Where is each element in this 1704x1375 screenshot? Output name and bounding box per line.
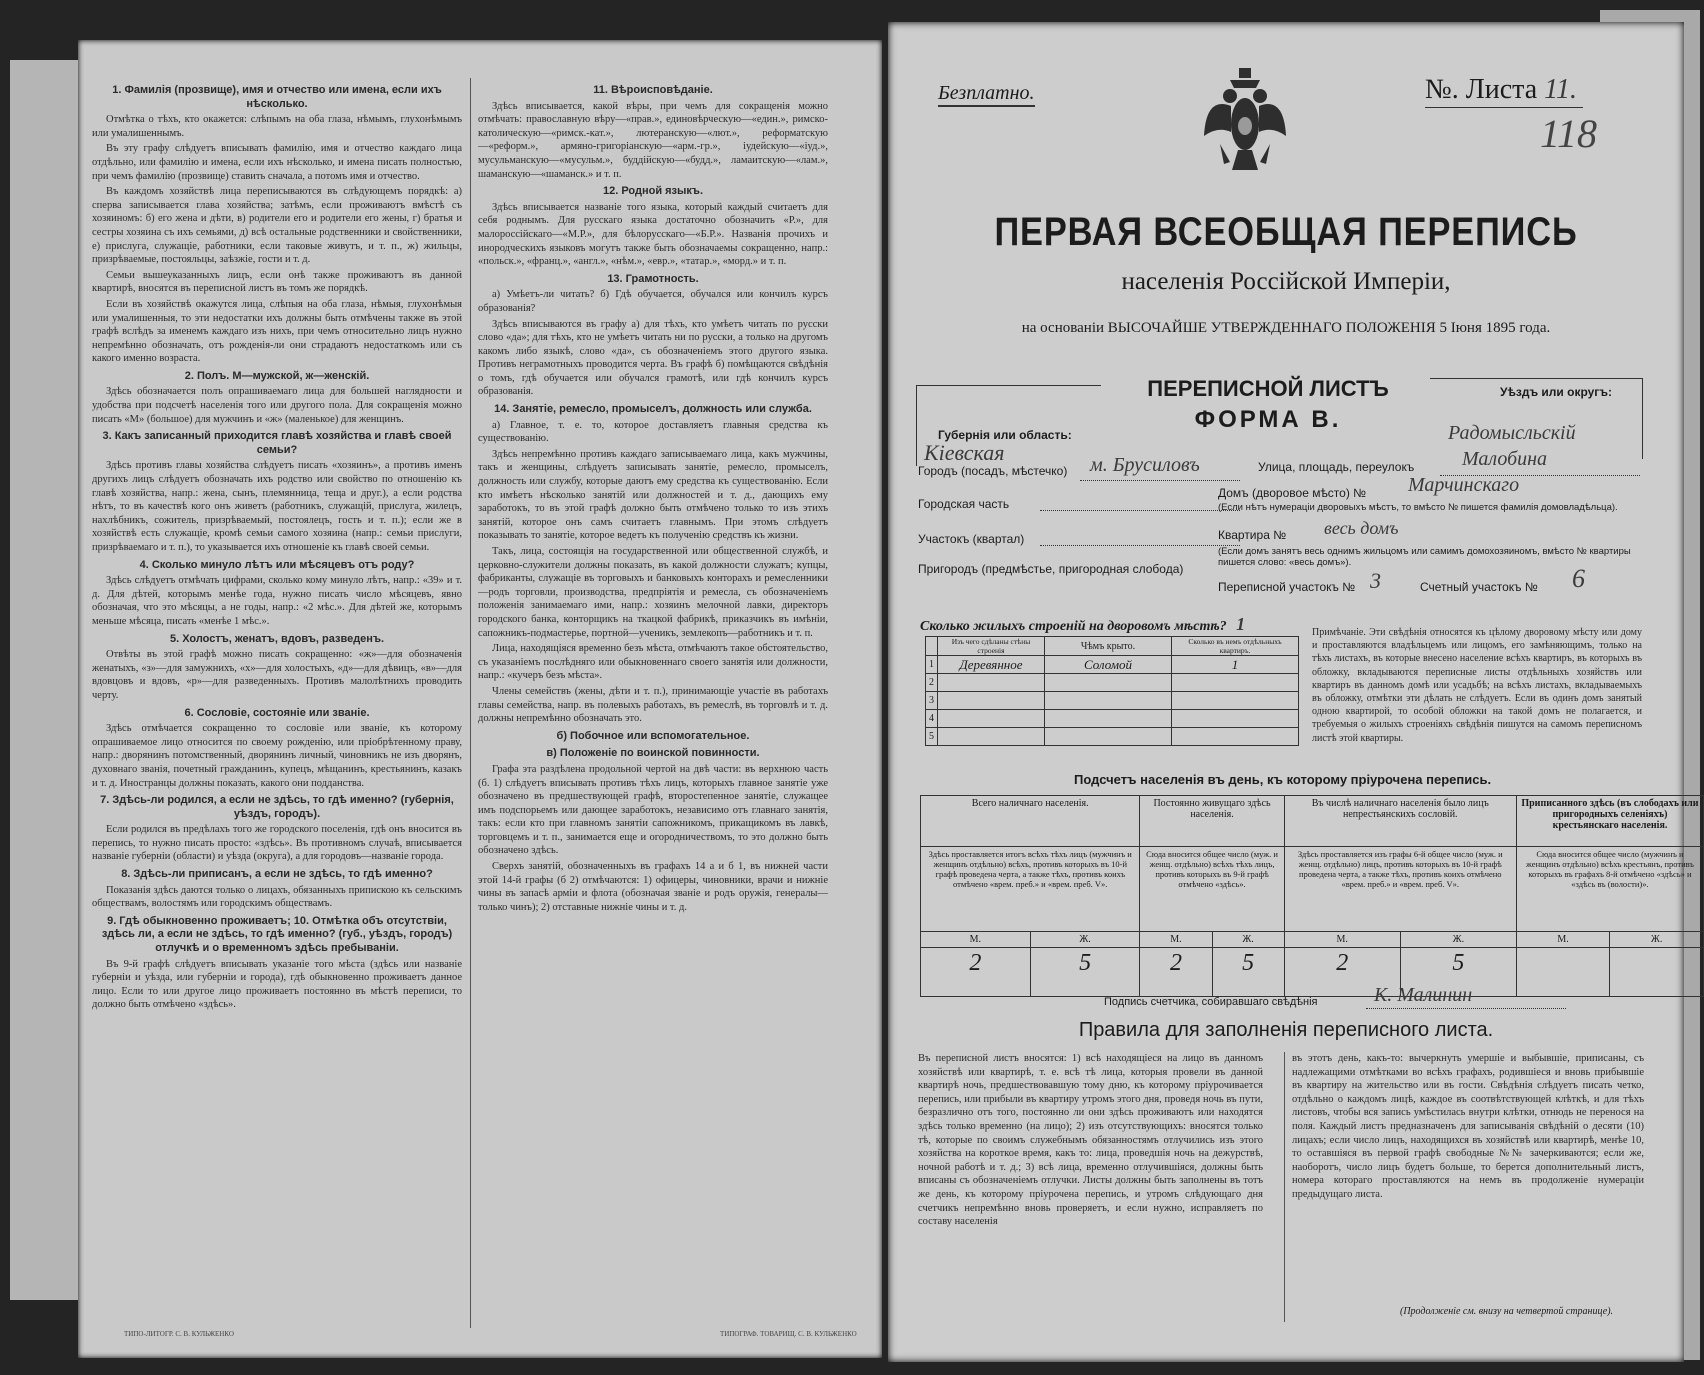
district-label: Участокъ (квартал) (918, 532, 1025, 546)
bld-header-apts: Сколько въ немъ отдѣльныхъ квартиръ. (1172, 637, 1299, 656)
house-value: Марчинскаго (1408, 474, 1520, 496)
pop-m-label: М. (1516, 932, 1609, 948)
instruction-paragraph: Отмѣтка о тѣхъ, кто окажется: слѣпымъ на оба глаза, нѣмымъ, глухонѣмымъ или умалишеннымъ. (92, 114, 462, 139)
instruction-heading: 2. Полъ. М—мужской, ж—женскій. (184, 369, 370, 382)
instruction-paragraph: Здѣсь вписывается названіе того языка, который каждый считаетъ для себя роднымъ. Для русскаго языка достаточно обозначить «Р.», для малороссійскаго—«М.Р.», для бѣлорусскаго—«Б.Р.». Названія прочихъ и инородческихъ языковъ могутъ также быть обозначаемы сокращенно, напр.: «польск.», «франц.», «англ.», «нѣм.», «евр.», «татар.», «морд.» и т. п. (478, 201, 828, 268)
census-basis: на основаніи ВЫСОЧАЙШЕ УТВЕРЖДЕННАГО ПОЛОЖЕНІЯ 5 Іюня 1895 года. (1021, 320, 1551, 336)
column-divider (470, 78, 471, 1328)
census-subtitle: населенія Россійской Имперіи, (1121, 268, 1451, 295)
instruction-paragraph: Здѣсь отмѣчается сокращенно то сословіе или званіе, къ которому опрашиваемое лицо относится по своему рожденію, или пріобрѣтенному праву, напр.: дворянинъ потомственный, дворянинъ личный, чиновникъ не изъ дворянъ, духовнаго званія, почетный гражданинъ, купецъ, мѣщанинъ, крестьянинъ, казакъ и т. д. Иностранцы должны показать, какого они подданства. (92, 723, 462, 789)
rules-column-2: въ этотъ день, какъ-то: вычеркнуть умершіе и выбывшіе, приписаны, съ надлежащими отмѣтками во всѣхъ графахъ, родившіеся и вновь прибывшіе въ квартиру на жительство или въ гости. Свѣдѣнія слѣдуетъ писать четко, отдѣльно о каждомъ лицѣ, каждое въ соотвѣтствующей клѣткѣ, и для тѣхъ листовъ, чтобы вся запись умѣстилась внутри клѣтки, отнюдь не перенося на поля. Каждый листъ предназначенъ для записыванія свѣдѣній о десяти (10) лицахъ; если число лицъ, находящихся въ хозяйствѣ или квартирѣ, менѣе 10, то оставшіяся въ первой графѣ свободные №№ зачеркиваются; если же, наоборотъ, число лицъ будетъ больше, то берется дополнительный листъ, номера котораго проставляются на немъ въ продолженіе нумераціи предыдущаго листа. (1292, 1053, 1644, 1200)
sheet-number (1425, 74, 1577, 106)
bld-cell-n: 1 (926, 656, 938, 674)
census-area-value: 3 (1370, 568, 1381, 593)
instruction-heading: 7. Здѣсь-ли родился, а если не здѣсь, то гдѣ именно? (губернія, уѣздъ, городъ). (100, 794, 454, 820)
census-area-label: Переписной участокъ № (1218, 580, 1356, 594)
rules-column-1: Въ переписной листъ вносятся: 1) всѣ находящіеся на лицо въ данномъ хозяйствѣ или квартирѣ, т. е. всѣ тѣ лица, которыя провели въ данной квартирѣ ночь, предшествовавшую тому дню, къ которому пріурочивается перепись, или прибыли въ квартиру утромъ этого дня, проведя ночь въ пути, безразлично отъ того, постоянно ли они здѣсь проживаютъ или находятся здѣсь только временно (на лицо); 2) изъ отсутствующихъ: вносятся только тѣ, которые по своимъ служебнымъ обязанностямъ отлучились изъ этого хозяйства на короткое время, какъ то: лица, проведшія ночь на дежурствѣ, ночной работѣ и т. д.; 3) всѣ лица, временно отлучившіяся, должны быть вписаны съ обозначеніемъ отлучки. Листы должны быть заполнены въ тотъ же день, къ которому пріурочена перепись, и утромъ слѣдующаго дня счетчикъ непремѣнно вновь проверяетъ, и если нужно, исправляетъ по составу населенія (918, 1053, 1263, 1228)
pop-value-peasant-m (1516, 948, 1609, 997)
city-part-line (1040, 510, 1240, 511)
instruction-heading: 4. Сколько минуло лѣтъ или мѣсяцевъ отъ роду? (139, 558, 415, 571)
buildings-question (920, 614, 1245, 635)
pop-value-permanent-m: 2 (1140, 948, 1212, 997)
sheet-number-label: №. Листа (1425, 74, 1538, 105)
suburb-label: Пригородъ (предмѣстье, пригородная слобода) (918, 562, 1184, 576)
pop-note-total: Здѣсь проставляется итогъ всѣхъ тѣхъ лицъ (мужчинъ и женщинъ отдѣльно) всѣхъ, противъ которыхъ въ 10-й графѣ проведена черта, а также тѣхъ, противъ коихъ отмѣчено «врем. преб.» и «врем. преб. V». (921, 847, 1140, 932)
guberniya-value: Кіевская (924, 440, 1005, 465)
instruction-paragraph: Здѣсь вписываются въ графу а) для тѣхъ, кто умѣетъ читать по русски слово «да»; для тѣхъ, кто не умѣетъ читать ни по русски, а только на другомъ какомъ либо языкѣ, слово «да», съ обозначеніемъ этого другого языка. Противъ неграмотныхъ проводится черта. Въ графѣ б) помѣщаются свѣдѣнія о томъ, гдѣ обучается или обучался грамотѣ, или гдѣ кончилъ курсъ образованія. (478, 318, 828, 398)
buildings-question-value: 1 (1236, 614, 1246, 634)
instruction-paragraph: Здѣсь противъ главы хозяйства слѣдуетъ писать «хозяинъ», а противъ именъ другихъ лицъ слѣдуетъ обозначать ихъ родство или свойство по отношенію къ главѣ хозяйства, напр.: жена, сынъ, племянница, теща и друг.), а если родства нѣтъ, то въ качествѣ кого онъ живетъ (работникъ, служащій, прислуга, жилецъ, нахлѣбникъ, сожитель, призрѣваемый, постоялецъ, гость и т. п.); если же в хозяйствѣ есть служащіе, кромѣ семьи самого хозяина (напр.: семьи прислуги, призрѣваемаго и т. п.), то указывается ихъ отношеніе къ главѣ своей семьи. (92, 460, 462, 553)
bld-cell-n: 2 (926, 674, 938, 692)
instruction-heading: 5. Холостъ, женатъ, вдовъ, разведенъ. (169, 632, 385, 645)
instruction-heading: 6. Сословіе, состояніе или званіе. (184, 706, 370, 719)
pop-m-label: М. (1284, 932, 1400, 948)
bld-cell-roof (1045, 728, 1172, 746)
pop-header-nonpeasant: Въ числѣ наличнаго населенія было лицъ непрестьянскихъ сословій. (1284, 796, 1516, 847)
bld-header-walls: Изъ чего сдѣланы стѣны строенія (938, 637, 1045, 656)
rules-divider (1284, 1052, 1285, 1322)
pop-value-permanent-f: 5 (1212, 948, 1284, 997)
bld-cell-apts (1172, 728, 1299, 746)
pop-f-label: Ж. (1400, 932, 1516, 948)
count-area-label: Счетный участокъ № (1420, 580, 1538, 594)
bld-cell-n: 5 (926, 728, 938, 746)
buildings-question-text: Сколько жилыхъ строеній на дворовомъ мѣстѣ? (920, 619, 1227, 634)
bld-cell-apts: 1 (1172, 656, 1299, 674)
street-value: Малобина (1462, 448, 1548, 470)
instruction-heading: 14. Занятіе, ремесло, промыселъ, должность или служба. (494, 403, 812, 416)
population-count-title: Подсчетъ населенія въ день, къ которому пріурочена перепись. (1074, 772, 1492, 787)
pop-m-label: М. (1140, 932, 1212, 948)
handwritten-page-number: 118 (1540, 111, 1598, 156)
pop-f-label: Ж. (1212, 932, 1284, 948)
rules-footer: (Продолженіе см. внизу на четвертой странице). (1400, 1306, 1614, 1317)
instruction-paragraph: Семьи вышеуказанныхъ лицъ, если онѣ также проживаютъ въ данной квартирѣ, вносятся въ переписной листъ въ томъ же порядкѣ. (92, 269, 462, 295)
instruction-paragraph: Здѣсь обозначается полъ опрашиваемаго лица для большей наглядности и удобства при подсчетѣ населенія того или другого пола. Для сокращенія можно писать «М» (большое) для мужчинъ и «ж» (маленькое) для женщинъ. (92, 386, 462, 425)
instruction-paragraph: Графа эта раздѣлена продольной чертой на двѣ части: въ верхнюю часть (б. 1) слѣдуетъ вписывать противъ тѣхъ лицъ, которыхъ главное занятіе уже обозначено въ предшествующей графѣ, второстепенное занятіе, служащее имъ подспорьемъ или дающее заработокъ, независимо отъ главнаго занятія, такъ: если кто при главномъ занятіи сапожникомъ, прикащикомъ въ лавкѣ, торговцемъ и т. п., занимается еще и огородничествомъ, то это должно быть обозначено здѣсь. (478, 763, 828, 857)
apartment-note: (Если домъ занятъ весь однимъ жильцомъ или самимъ домохозяиномъ, вмѣсто № квартиры пишется слово: «весь домъ»). (1218, 546, 1631, 568)
signature-value: К. Малинин (1374, 984, 1473, 1006)
instruction-heading: 12. Родной языкъ. (602, 185, 703, 198)
pop-value-total-f: 5 (1030, 948, 1140, 997)
printer-mark-left: ТИПО-ЛИТОГР. С. В. КУЛЬЖЕНКО (124, 1330, 234, 1338)
buildings-table-body (926, 656, 1299, 746)
pop-f-label: Ж. (1610, 932, 1704, 948)
instruction-paragraph: Такъ, лица, состоящія на государственной или общественной службѣ, и церковно-служители должны показать, въ какой должности служатъ; купцы, фабриканты, служащіе въ торговыхъ и банковыхъ конторахъ и ремесленники—родъ торговли, производства, предпріятія и ремесла, съ обозначеніемъ положенія занимаемаго ими, напр.: хозяинъ мелочной лавки, директоръ городского банка, конторщикъ на ткацкой фабрикѣ, приказчикъ въ имѣніи, сапожникъ-подмастерье, портной—ученикъ, землекопъ—работникъ и т. п. (478, 546, 828, 639)
instruction-paragraph: а) Главное, т. е. то, которое доставляетъ главныя средства къ существованію. (478, 419, 828, 445)
bld-row (926, 674, 1299, 692)
instruction-paragraph: Если въ хозяйствѣ окажутся лица, слѣпыя на оба глаза, нѣмыя, глухонѣмыя или умалишенныя, то эти недостатки ихъ должны быть отмѣчены также въ этой графѣ вслѣдъ за именемъ каждаго изъ нихъ, при чемъ относительно лицъ нужно непремѣнно обозначать, отъ рожденія-ли они страдаютъ недостаткомъ или съ какого именно возраста. (92, 298, 462, 365)
bld-cell-roof (1045, 674, 1172, 692)
city-part-label: Городская часть (918, 497, 1010, 511)
bld-cell-roof: Соломой (1045, 656, 1172, 674)
buildings-table (925, 636, 1299, 746)
pop-f-label: Ж. (1030, 932, 1140, 948)
bld-cell-walls (938, 692, 1045, 710)
instruction-heading: 8. Здѣсь-ли приписанъ, а если не здѣсь, то гдѣ именно? (121, 868, 433, 881)
instruction-heading: б) Побочное или вспомогательное. (556, 729, 750, 742)
instruction-heading: 13. Грамотность. (607, 272, 699, 285)
form-title (1118, 376, 1418, 434)
pop-header-permanent: Постоянно живущаго здѣсь населенія. (1140, 796, 1284, 847)
form-title-line1: ПЕРЕПИСНОЙ ЛИСТЪ (1147, 376, 1389, 401)
bld-cell-n: 4 (926, 710, 938, 728)
bld-row (926, 710, 1299, 728)
pop-m-label: М. (921, 932, 1031, 948)
instruction-paragraph: Здѣсь вписывается, какой вѣры, при чемъ для сокращенія можно отмѣчать: православную вѣру—«прав.», единовѣрческую—«един.», римско-католическую—«римск.-кат.», лютеранскую—«лют.», реформатскую—«реформ.», армяно-григоріанскую—«арм.-гр.», іудейскую—«іуд.», мусульманскую—«мусульм.», буддійскую—«будд.», ламаитскую—«лам.», шаманскую—«шаманск.» и т. п. (478, 100, 828, 180)
bld-cell-walls (938, 710, 1045, 728)
left-instructions-column-1 (92, 80, 462, 1320)
uezd-label: Уѣздъ или округъ: (1500, 385, 1613, 399)
apartment-value: весь домъ (1324, 518, 1399, 538)
bld-cell-roof (1045, 710, 1172, 728)
instruction-heading: 9. Гдѣ обыкновенно проживаетъ; 10. Отмѣтка объ отсутствіи, здѣсь ли, а если не здѣсь, то гдѣ именно? (губ., уѣздъ, городъ) отлучкѣ и о временномъ здѣсь пребываніи. (101, 914, 453, 955)
bld-cell-roof (1045, 692, 1172, 710)
instruction-paragraph: Показанія здѣсь даются только о лицахъ, обязанныхъ припискою къ сельскимъ обществамъ, волостямъ или городскимъ обществамъ. (92, 884, 462, 910)
city-label: Городъ (посадъ, мѣстечко) (918, 464, 1068, 478)
pop-value-total-m: 2 (921, 948, 1031, 997)
apartment-label: Квартира № (1218, 528, 1287, 542)
city-value: м. Брусиловъ (1090, 454, 1200, 476)
bld-cell-walls: Деревянное (938, 656, 1045, 674)
pop-value-nonpeasant-f: 5 (1400, 948, 1516, 997)
instruction-heading: 11. Вѣроисповѣданіе. (593, 84, 713, 96)
pop-header-peasant: Приписанного здѣсь (въ слободахъ или пригородныхъ селеніяхъ) крестьянскаго населенія. (1516, 796, 1703, 847)
instruction-paragraph: Члены семействъ (жены, дѣти и т. п.), принимающіе участіе въ работахъ главы семейства, напр. въ полевыхъ работахъ, въ ремеслѣ, въ торговлѣ и т. д. должны непремѣнно обозначать это. (478, 685, 828, 725)
bld-cell-walls (938, 728, 1045, 746)
instruction-heading: в) Положеніе по воинской повинности. (546, 747, 760, 760)
bld-cell-apts (1172, 710, 1299, 728)
sheet-number-handwritten: 11. (1544, 74, 1578, 105)
street-label: Улица, площадь, переулокъ (1258, 460, 1415, 474)
bld-cell-apts (1172, 674, 1299, 692)
bld-row (926, 728, 1299, 746)
instruction-paragraph: Если родился въ предѣлахъ того же городского поселенія, гдѣ онъ вносится въ перепись, то нужно писать просто: «здѣсь». Въ противномъ случаѣ, вписывается названіе губерніи (области) и уѣзда (округа), а для городовъ—названіе города. (92, 824, 462, 863)
printer-mark-right: ТИПОГРАФ. ТОВАРИЩ. С. В. КУЛЬЖЕНКО (720, 1330, 857, 1338)
instruction-heading: 1. Фамилія (прозвище), имя и отчество или имена, если ихъ нѣсколько. (112, 84, 442, 110)
city-line (1080, 480, 1240, 481)
instruction-paragraph: Здѣсь непремѣнно противъ каждаго записываемаго лица, какъ мужчины, такъ и женщины, слѣдуетъ записывать занятіе, ремесло, промыселъ, должность или службу, которые даютъ ему средства къ существованію. Если кто имѣетъ нѣсколько занятій или должностей и т. д., дающихъ ему заработокъ, то въ этой графѣ должно быть отмѣчено только то изъ этихъ занятій, которое онъ самъ считаетъ главнымъ. При этомъ слѣдуетъ показывать то занятіе, которое ведетъ къ полученію средствъ къ жизни. (478, 448, 828, 542)
imperial-eagle-emblem (1200, 66, 1290, 186)
instruction-heading: 3. Какъ записанный приходится главѣ хозяйства и главѣ своей семьи? (102, 430, 452, 456)
guberniya-label: Губернія или область: (938, 428, 1072, 442)
left-instructions-column-2 (478, 80, 828, 1320)
bld-row (926, 692, 1299, 710)
instruction-paragraph: Отвѣты въ этой графѣ можно писать сокращенно: «ж»—для обозначенія женатыхъ, «з»—для замужнихъ, «х»—для холостыхъ, «д»—для дѣвицъ, «в»—для вдовцовъ и вдовъ, «р»—для разведенныхъ. Противъ малолѣтнихъ проводить черту. (92, 649, 462, 701)
bld-row (926, 656, 1299, 674)
instruction-paragraph: а) Умѣетъ-ли читать? б) Гдѣ обучается, обучался или кончилъ курсъ образованія? (478, 289, 828, 314)
signature-line (1366, 1008, 1566, 1009)
district-line (1040, 545, 1240, 546)
pop-value-peasant-f (1610, 948, 1704, 997)
form-title-line2: ФОРМА В. (1194, 406, 1342, 433)
buildings-remark: Примѣчаніе. Эти свѣдѣнія относятся къ цѣлому дворовому мѣсту или дому и проставляются владѣльцемъ или лицомъ, его замѣняющимъ, только на тѣхъ листахъ, въ которые внесено население всѣхъ квартиръ, въ которыхъ въ обложку, вкладываются переписные листы отдѣльныхъ хозяйствъ или квартиръ въ данномъ домѣ или усадьбѣ; на всѣхъ листахъ, вкладываемыхъ въ обложку, отмѣтки эти дѣлать не слѣдуетъ. Если въ одинъ домъ занятый одною квартирой, то особой обложки на такой домъ не полагается, и требуемыя о жилыхъ строеніяхъ свѣдѣнія пишутся на самомъ переписномъ листѣ этой квартиры. (1312, 627, 1642, 744)
instruction-paragraph: Сверхъ занятій, обозначенныхъ въ графахъ 14 а и б 1, въ нижней части этой 14-й графы (б 2) отмѣчаются: 1) офицеры, чиновники, врачи и нижніе чины въ запасѣ арміи и флота (обозначая званіе и родъ оружія, генералы—только чинъ); 2) отставные нижніе чины и т. д. (478, 861, 828, 913)
census-title: ПЕРВАЯ ВСЕОБЩАЯ ПЕРЕПИСЬ (994, 210, 1578, 254)
rules-title: Правила для заполненія переписного листа. (1078, 1019, 1494, 1041)
house-label: Домъ (дворовое мѣсто) № (1218, 486, 1367, 500)
house-note: (Если нѣтъ нумераціи дворовыхъ мѣстъ, то вмѣсто № пишется фамилія домовладѣльца). (1218, 502, 1618, 513)
uezd-value: Радомысльскій (1448, 422, 1576, 444)
instruction-paragraph: Въ 9-й графѣ слѣдуетъ вписывать указаніе того мѣста (здѣсь или названіе губерніи и уѣзда, или губерніи и города), гдѣ обыкновенно проживаетъ данное лицо. Если то или другое лицо проживаетъ постоянно въ мѣстѣ переписи, то должно быть отмѣчено «здѣсь». (92, 958, 462, 1011)
bld-header-roof: Чѣмъ крыто. (1045, 637, 1172, 656)
population-table (920, 795, 1704, 997)
bld-col-number (926, 637, 938, 656)
pop-value-nonpeasant-m: 2 (1284, 948, 1400, 997)
pop-header-total: Всего наличнаго населенія. (921, 796, 1140, 847)
instruction-paragraph: Въ каждомъ хозяйствѣ лица переписываются въ слѣдующемъ порядкѣ: а) сперва записывается глава хозяйства; затѣмъ, если проживаютъ вмѣстѣ съ хозяиномъ: б) его жена и дѣти, в) родители его и родители его жены, г) братья и сестры хозяина съ ихъ семьями, д) всѣ остальные родственники и свойственники, е) прислуга, служащіе, работники, если таковые живутъ, и т. п., ж) жильцы, призрѣваемые, постояльцы, заѣзжіе, гости и т. д. (92, 186, 462, 266)
bld-cell-walls (938, 674, 1045, 692)
instruction-paragraph: Лица, находящіяся временно безъ мѣста, отмѣчаютъ такое обстоятельство, съ указаніемъ послѣдняго или обыкновеннаго своего занятія или должности, напр.: «кучеръ безъ мѣста». (478, 643, 828, 682)
instruction-paragraph: Въ эту графу слѣдуетъ вписывать фамилію, имя и отчество каждаго лица отдѣльно, или фамилію и имена, если ихъ нѣсколько, и имена писать полностью, при чемъ фамилію (прозвище) ставить сначала, а потомъ имя и отчество. (92, 143, 462, 182)
pop-note-permanent: Сюда вносится общее число (муж. и женщ. отдѣльно) всѣхъ тѣхъ лицъ, противъ которыхъ въ 9-й графѣ отмѣчено «здѣсь». (1140, 847, 1284, 932)
signature-label: Подпись счетчика, собиравшаго свѣдѣнія (1104, 996, 1318, 1008)
pop-note-peasant: Сюда вносится общее число (мужчинъ и женщинъ отдѣльно) всѣхъ крестьянъ, противъ которыхъ въ графахъ 8-й отмѣчено «здѣсь» и «здѣсь въ (волости)». (1516, 847, 1703, 932)
instruction-paragraph: Здѣсь слѣдуетъ отмѣчать цифрами, сколько кому минуло лѣтъ, напр.: «39» и т. д. Для дѣтей, которымъ менѣе года, нужно писать число мѣсяцевъ, явно обозначая, что это мѣсяцы, а не годы, напр.: «2 мѣс.». Для дѣтей же, которымъ меньше мѣсяца, писать «менѣе 1 мѣс.». (92, 575, 462, 627)
count-area-value: 6 (1572, 564, 1585, 593)
sheet-number-underline (1425, 107, 1583, 108)
bld-cell-n: 3 (926, 692, 938, 710)
pop-note-nonpeasant: Здѣсь проставляется изъ графы 6-й общее число (муж. и женщ. отдѣльно) лицъ, противъ которыхъ въ 10-й графѣ проведена черта, а также тѣхъ, противъ коихъ отмѣчено «врем. преб.» и «врем. преб. V». (1284, 847, 1516, 932)
free-of-charge-label: Безплатно. (938, 82, 1035, 107)
bld-cell-apts (1172, 692, 1299, 710)
